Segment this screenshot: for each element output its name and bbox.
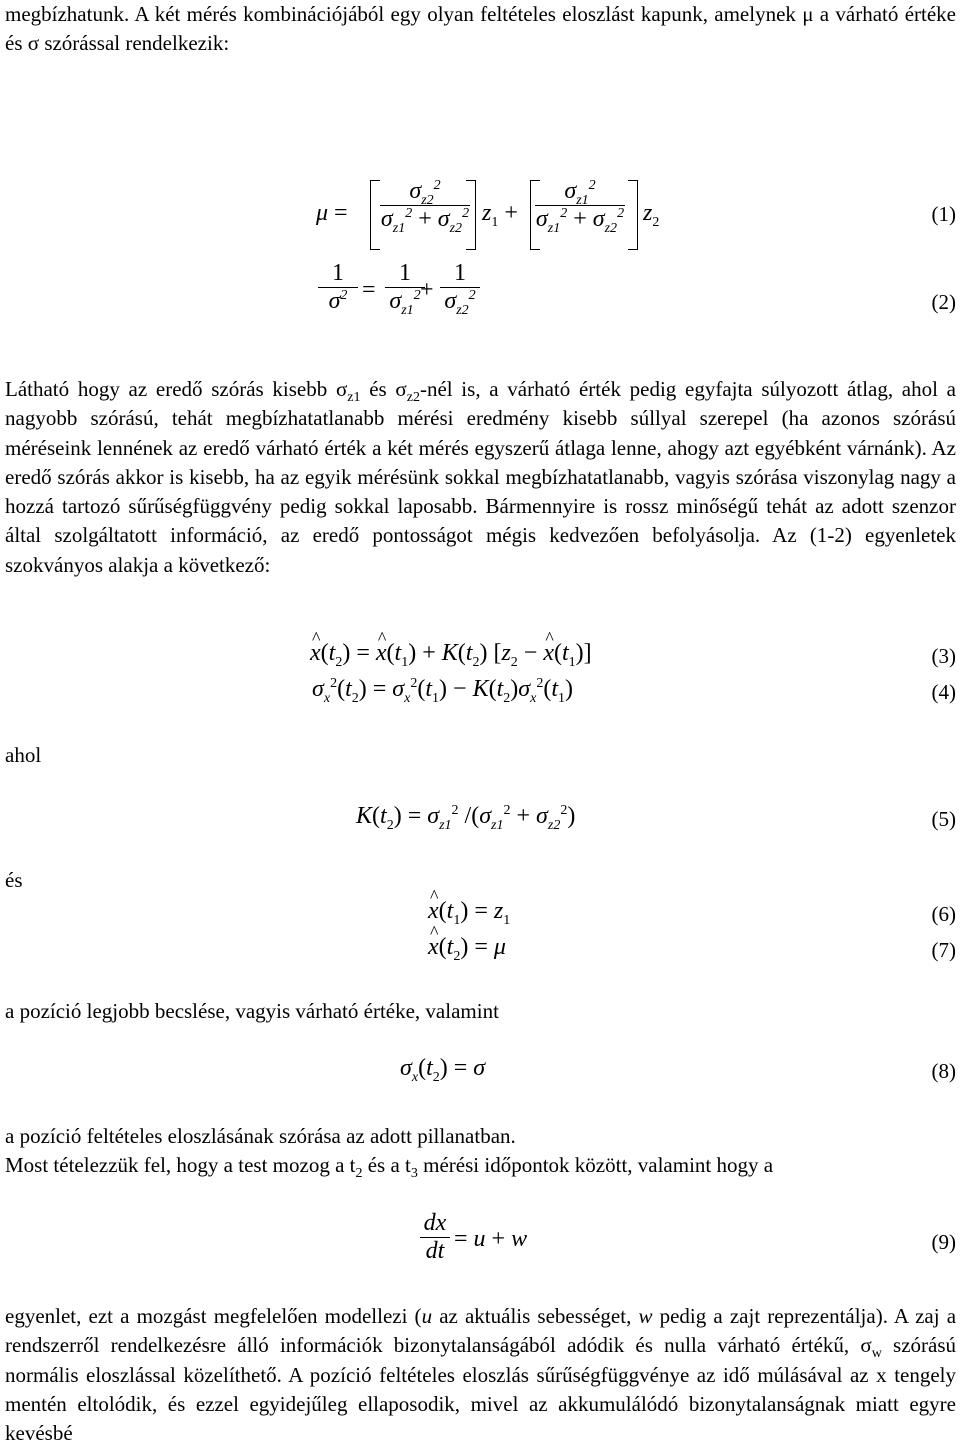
p1-part-c: -nél is, a várható érték pedig egyfajta súlyozott átlag, ahol a nagyobb szórású, tehát megbízhatatlanabb mérési eredmény kisebb súllyal szerepel (ha azonos szórású méréseink lennének az eredő várható érték a két mérés egyszerű átlaga lenne, ahogy azt egyébként várnánk). Az eredő szórás akkor is kisebb, ha az egyik mérésünk sokkal megbízhatatlanabb, vagyis szórása viszonylag nagy a hozzá tartozó sűrűségfüggvény pedig sokkal laposabb. Bármennyire is rossz minőségű tehát az adott szenzor által szolgáltatott információ, az eredő pontosságot mégis kedvezően befolyásolja. Az (1-2) egyenletek szokványos alakja a következő: (5, 377, 956, 577)
p5-part-b: az aktuális sebességet, (432, 1304, 639, 1328)
equation-number-6: (6) (931, 902, 956, 926)
p4-part-b: és a t (362, 1153, 411, 1177)
p1-part-a: Látható hogy az eredő szórás kisebb σ (5, 377, 348, 401)
paragraph-motion (5, 1151, 956, 1180)
equation-7 (0, 934, 960, 970)
equation-8 (0, 1055, 960, 1091)
p1-part-b: és σ (360, 377, 407, 401)
paragraph-best-estimate (5, 997, 956, 1026)
equation-5 (0, 803, 960, 839)
equation-number-4: (4) (931, 680, 956, 704)
p4-sub-2: 2 (355, 1166, 363, 1182)
label-es: és (5, 868, 23, 892)
equation-6 (0, 898, 960, 934)
equation-number-2: (2) (931, 290, 956, 314)
eq4-body: $\sigma_x^2(t_2) = \sigma_x^2(t_1) - K(t_2)\sigma_x^2(t_1)$ (312, 676, 573, 706)
p5-u: u (421, 1304, 433, 1328)
paragraph-conditional-std (5, 1122, 956, 1151)
eq8-body: $\sigma_x(t_2) = \sigma$ (400, 1055, 486, 1085)
equation-number-8: (8) (931, 1059, 956, 1083)
p4-part-a: Most tételezzük fel, hogy a test mozog a t (5, 1153, 356, 1177)
equation-number-5: (5) (931, 807, 956, 831)
equation-2: 1 $\sigma^2$ = 1 $\sigma_{z1}^2$ + 1 $\sigma_{z2}^2$ (2) (0, 260, 960, 330)
eq6-body: ^ $x(t_1) = z_1$ (428, 898, 510, 925)
fraction-weight-2: $\sigma_{z1}^2$ $\sigma_{z1}^2 + \sigma_{z2}^2$ (535, 178, 625, 236)
equation-4 (0, 676, 960, 716)
paragraph-discussion (5, 375, 956, 580)
p5-part-a: egyenlet, ezt a mozgást megfelelően modellezi ( (5, 1304, 422, 1328)
fraction-dx-dt: dx dt (420, 1210, 450, 1265)
fraction-1-over-sigma-z1: 1 $\sigma_{z1}^2$ (385, 260, 425, 315)
equation-9 (0, 1210, 960, 1274)
paragraph-model (5, 1302, 956, 1448)
p5-part-d: szórású normális eloszlással közelíthető. A pozíció feltételes eloszlás sűrűségfüggvénye az idő múlásával az x tengely mentén eltolódik, és ezzel egyidejűleg ellaposodik, mivel az akkumulálódó bizonytalanságnak miatt egyre kevésbé (5, 1333, 957, 1446)
right-bracket (466, 180, 476, 250)
paragraph-intro-text: megbízhatunk. A két mérés kombinációjából egy olyan feltételes eloszlást kapunk, amelynek μ a várható értéke és σ szórással rendelkezik: (5, 2, 956, 56)
fraction-weight-1: $\sigma_{z2}^2$ $\sigma_{z1}^2 + \sigma_{z2}^2$ (380, 178, 470, 236)
eq5-body: $K(t_2) = \sigma_{z1}^2$ $/(\sigma_{z1}^2 + \sigma_{z2}^2)$ (356, 803, 576, 833)
eq7-body: ^ $x(t_2) = \mu$ (428, 934, 506, 961)
eq3-body: ^ $x(t_2)$ = ^ $x(t_1) + K(t_2) [z_2$ − ^ $x(t_1)$] (310, 640, 592, 667)
z1-term: $z_1$ + (482, 200, 518, 230)
label-ahol: ahol (5, 743, 42, 767)
p4-part-c: mérési időpontok között, valamint hogy a (417, 1153, 774, 1177)
p5-sub-w: w (871, 1346, 882, 1362)
eq9-rhs: = u + w (454, 1226, 528, 1252)
z2-term: $z_2$ (643, 200, 660, 230)
left-bracket (370, 180, 380, 250)
p1-sub-z1: z1 (347, 390, 361, 406)
fraction-1-over-sigma-z2: 1 $\sigma_{z2}^2$ (440, 260, 480, 315)
equation-number-7: (7) (931, 938, 956, 962)
p5-part-c: pedig a zajt reprezentálja). A zaj a rendszerről rendelkezésre álló információk bizonytalanságából adódik és nulla várható értékű, σ (5, 1304, 957, 1358)
paragraph-intro (5, 0, 956, 59)
p3-text: a pozíció feltételes eloszlásának szórása az adott pillanatban. (5, 1124, 516, 1148)
p4-sub-3: 3 (410, 1166, 418, 1182)
p2-text: a pozíció legjobb becslése, vagyis várható értéke, valamint (5, 999, 499, 1023)
equation-number-3: (3) (931, 644, 956, 668)
equation-number-1: (1) (931, 202, 956, 226)
equation-number-9: (9) (931, 1230, 956, 1254)
equation-1 (0, 170, 960, 260)
right-bracket-2 (628, 180, 638, 250)
fraction-1-over-sigma: 1 $\sigma^2$ (318, 260, 358, 315)
mu-symbol: μ = (316, 200, 348, 226)
p1-sub-z2: z2 (406, 390, 420, 406)
p5-w: w (638, 1304, 653, 1328)
equation-3 (0, 640, 960, 676)
